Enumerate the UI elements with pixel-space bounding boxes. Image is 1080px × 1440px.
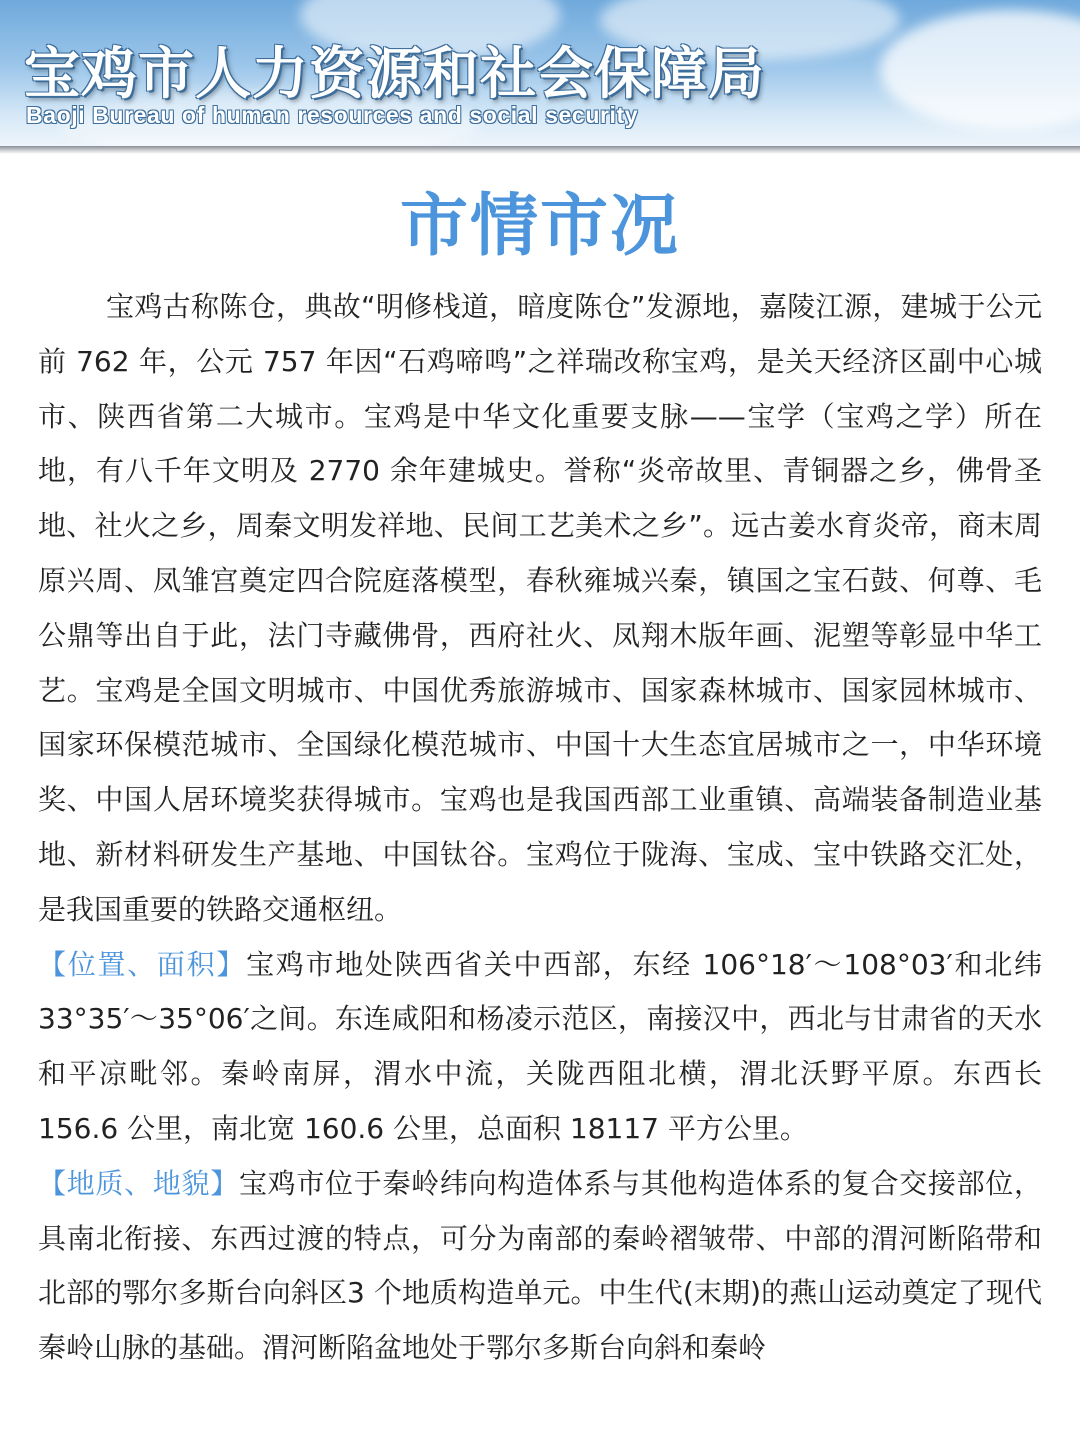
header-banner [0,0,1080,146]
intro-paragraph: 宝鸡古称陈仓，典故“明修栈道，暗度陈仓”发源地，嘉陵江源，建城于公元前 762 年，公元 757 年因“石鸡啼鸣”之祥瑞改称宝鸡，是关天经济区副中心城市、陕西省第二大城市。宝鸡是中华文化重要支脉——宝学（宝鸡之学）所在地，有八千年文明及 2770 余年建城史。誉称“炎帝故里、青铜器之乡，佛骨圣地、社火之乡，周秦文明发祥地、民间工艺美术之乡”。远古姜水育炎帝，商末周原兴周、凤雏宫奠定四合院庭落模型，春秋雍城兴秦，镇国之宝石鼓、何尊、毛公鼎等出自于此，法门寺藏佛骨，西府社火、凤翔木版年画、泥塑等彰显中华工艺。宝鸡是全国文明城市、中国优秀旅游城市、国家森林城市、国家园林城市、国家环保模范城市、全国绿化模范城市、中国十大生态宜居城市之一，中华环境奖、中国人居环境奖获得城市。宝鸡也是我国西部工业重镇、高端装备制造业基地、新材料研发生产基地、中国钛谷。宝鸡位于陇海、宝成、宝中铁路交汇处，是我国重要的铁路交通枢纽。 [38,290,1042,926]
section-text-location: 宝鸡市地处陕西省关中西部，东经 106°18′～108°03′和北纬 33°35′～35°06′之间。东连咸阳和杨凌示范区，南接汉中，西北与甘肃省的天水和平凉毗邻。秦岭南屏，渭水中流，关陇西阻北横，渭北沃野平原。东西长 156.6 公里，南北宽 160.6 公里，总面积 18117 平方公里。 [38,947,1042,1145]
banner-divider [0,146,1080,154]
bureau-title-cn: 宝鸡市人力资源和社会保障局 [24,42,765,107]
bureau-title-en: Baoji Bureau of human resources and social security [26,102,639,128]
section-tag-location: 【位置、面积】 [38,947,247,981]
section-paragraph-location [38,938,1042,1157]
article-body [38,280,1042,1376]
page-title: 市情市况 [399,187,680,266]
section-text-geology: 宝鸡市位于秦岭纬向构造体系与其他构造体系的复合交接部位，具南北衔接、东西过渡的特点，可分为南部的秦岭褶皱带、中部的渭河断陷带和北部的鄂尔多斯台向斜区3 个地质构造单元。中生代(末期)的燕山运动奠定了现代秦岭山脉的基础。渭河断陷盆地处于鄂尔多斯台向斜和秦岭 [38,1166,1042,1365]
section-paragraph-geology [38,1157,1042,1376]
section-tag-geology: 【地质、地貌】 [38,1166,239,1200]
cloud-decoration [880,10,1080,130]
